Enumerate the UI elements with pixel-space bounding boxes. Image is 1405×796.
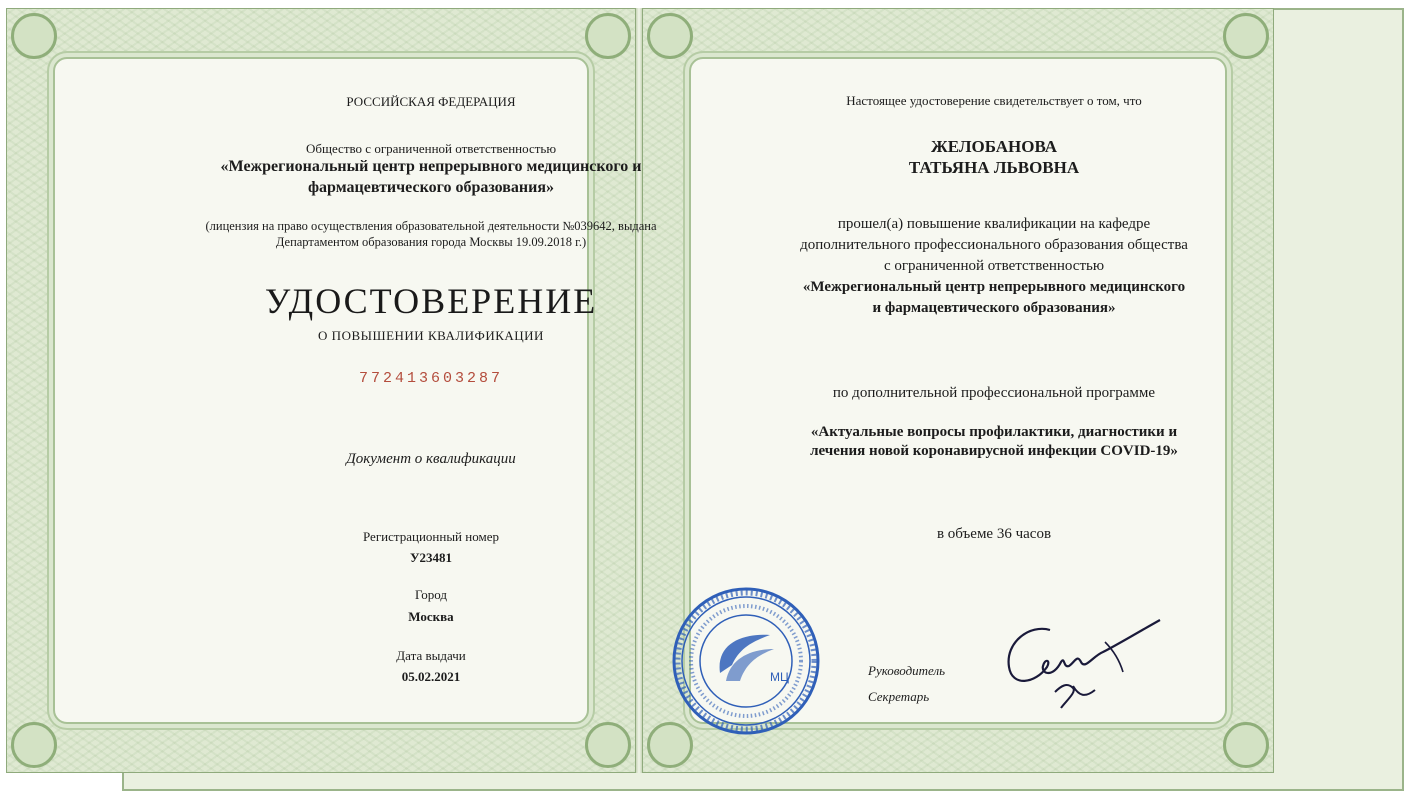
issue-date-value: 05.02.2021 bbox=[401, 669, 461, 684]
body-line-2: дополнительного профессионального образования общества bbox=[800, 237, 1188, 253]
secretary-label: Секретарь bbox=[868, 689, 930, 704]
organization-stamp bbox=[670, 585, 822, 737]
body-line-1: прошел(а) повышение квалификации на кафедре bbox=[837, 216, 1151, 232]
document-title: УДОСТОВЕРЕНИЕ bbox=[264, 281, 598, 321]
stamp-center-text: МЦ bbox=[770, 670, 789, 684]
ornament-corner bbox=[1223, 722, 1269, 768]
license-line-1: (лицензия на право осуществления образовательной деятельности №039642, выдана bbox=[205, 219, 657, 233]
city-label: Город bbox=[414, 587, 448, 602]
ornament-corner bbox=[647, 13, 693, 59]
body-line-5: и фармацевтического образования» bbox=[872, 300, 1116, 316]
org-line-3: фармацевтического образования» bbox=[307, 179, 555, 196]
holder-given-names: ТАТЬЯНА ЛЬВОВНА bbox=[908, 158, 1080, 177]
intro-text: Настоящее удостоверение свидетельствует о том, что bbox=[846, 93, 1142, 108]
body-line-4: «Межрегиональный центр непрерывного медицинского bbox=[802, 279, 1186, 295]
city-value: Москва bbox=[408, 609, 454, 624]
program-label: по дополнительной профессиональной программе bbox=[832, 385, 1156, 401]
program-line-1: «Актуальные вопросы профилактики, диагностики и bbox=[810, 424, 1178, 440]
course-volume: в объеме 36 часов bbox=[936, 526, 1052, 542]
holder-surname: ЖЕЛОБАНОВА bbox=[930, 137, 1058, 156]
document-subtitle: О ПОВЫШЕНИИ КВАЛИФИКАЦИИ bbox=[318, 328, 544, 343]
body-line-3: с ограниченной ответственностью bbox=[883, 258, 1105, 274]
license-line-2: Департаментом образования города Москвы 19.09.2018 г.) bbox=[275, 235, 587, 249]
ornament-corner bbox=[1223, 13, 1269, 59]
org-line-2: «Межрегиональный центр непрерывного медицинского и bbox=[220, 158, 642, 175]
registration-value: У23481 bbox=[409, 550, 453, 565]
ornament-corner bbox=[585, 13, 631, 59]
document-type: Документ о квалификации bbox=[346, 451, 516, 467]
ornament-corner bbox=[585, 722, 631, 768]
signature bbox=[995, 612, 1170, 722]
ornament-corner bbox=[11, 13, 57, 59]
country-label: РОССИЙСКАЯ ФЕДЕРАЦИЯ bbox=[346, 94, 516, 109]
registration-label: Регистрационный номер bbox=[363, 529, 499, 544]
issue-date-label: Дата выдачи bbox=[396, 648, 466, 663]
serial-number: 772413603287 bbox=[358, 370, 504, 387]
ornament-corner bbox=[11, 722, 57, 768]
org-line-1: Общество с ограниченной ответственностью bbox=[305, 141, 557, 156]
program-line-2: лечения новой коронавирусной инфекции COVID-19» bbox=[810, 443, 1178, 459]
head-label: Руководитель bbox=[868, 663, 946, 678]
